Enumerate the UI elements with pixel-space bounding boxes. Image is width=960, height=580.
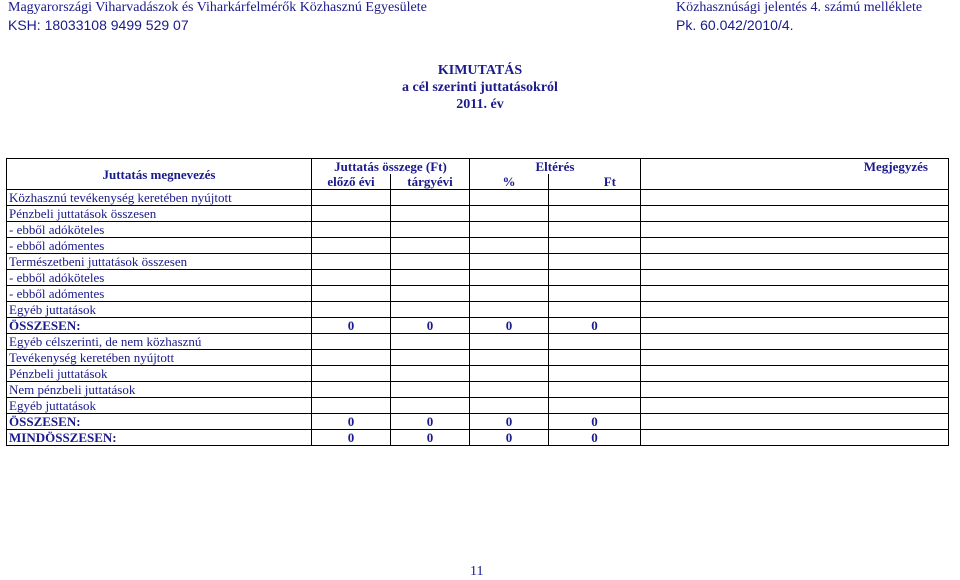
- doc-year: 2011. év: [456, 97, 504, 112]
- row-value: [470, 190, 549, 206]
- row-label: Pénzbeli juttatások: [7, 366, 312, 382]
- row-label: Egyéb célszerinti, de nem közhasznú: [7, 334, 312, 350]
- row-value: [391, 302, 470, 318]
- row-value: [391, 334, 470, 350]
- table-row: [7, 302, 949, 318]
- row-label: - ebből adómentes: [7, 286, 312, 302]
- row-value: [549, 206, 641, 222]
- row-note: [641, 430, 949, 446]
- row-label: ÖSSZESEN:: [7, 414, 312, 430]
- row-value: [470, 366, 549, 382]
- row-value: 0: [549, 430, 641, 446]
- row-value: 0: [391, 414, 470, 430]
- sub-pct-header: %: [470, 174, 549, 190]
- row-note: [641, 270, 949, 286]
- row-note: [641, 206, 949, 222]
- row-label: Természetbeni juttatások összesen: [7, 254, 312, 270]
- col-diff-header: Eltérés: [470, 159, 641, 175]
- row-value: [312, 302, 391, 318]
- row-note: [641, 366, 949, 382]
- row-value: [391, 222, 470, 238]
- row-value: [391, 350, 470, 366]
- sub-ft-header: Ft: [549, 174, 641, 190]
- row-value: [391, 382, 470, 398]
- row-value: [312, 254, 391, 270]
- table-row: [7, 190, 949, 206]
- row-note: [641, 254, 949, 270]
- row-value: [391, 206, 470, 222]
- table-row: [7, 270, 949, 286]
- row-value: [391, 286, 470, 302]
- row-value: [549, 366, 641, 382]
- row-value: [470, 206, 549, 222]
- row-value: [549, 334, 641, 350]
- sub-prev-header: előző évi: [312, 174, 391, 190]
- row-value: [312, 350, 391, 366]
- row-value: 0: [391, 318, 470, 334]
- row-value: [391, 366, 470, 382]
- ksh-number: KSH: 18033108 9499 529 07: [8, 17, 189, 33]
- row-note: [641, 222, 949, 238]
- row-label: Tevékenység keretében nyújtott: [7, 350, 312, 366]
- table-row: [7, 238, 949, 254]
- table-row: [7, 398, 949, 414]
- row-value: [312, 206, 391, 222]
- row-value: [470, 382, 549, 398]
- table-row: [7, 414, 949, 430]
- row-value: [312, 366, 391, 382]
- row-value: 0: [470, 318, 549, 334]
- table-row: [7, 206, 949, 222]
- row-value: [470, 302, 549, 318]
- row-label: Közhasznú tevékenység keretében nyújtott: [7, 190, 312, 206]
- table-row: [7, 366, 949, 382]
- row-value: [312, 398, 391, 414]
- row-label: - ebből adóköteles: [7, 270, 312, 286]
- organization-name: Magyarországi Viharvadászok és Viharkárfelmérők Közhasznú Egyesülete: [8, 0, 427, 15]
- row-value: [312, 382, 391, 398]
- allowances-table: [6, 158, 949, 446]
- row-value: [549, 270, 641, 286]
- table-row: [7, 350, 949, 366]
- row-note: [641, 398, 949, 414]
- row-value: [549, 302, 641, 318]
- row-value: 0: [549, 318, 641, 334]
- row-note: [641, 382, 949, 398]
- table-row: [7, 382, 949, 398]
- row-value: [470, 270, 549, 286]
- row-value: [470, 238, 549, 254]
- row-value: [312, 286, 391, 302]
- row-value: [391, 190, 470, 206]
- row-value: [549, 350, 641, 366]
- row-value: [470, 334, 549, 350]
- table-row: [7, 318, 949, 334]
- row-value: [312, 334, 391, 350]
- row-value: [312, 270, 391, 286]
- row-value: [391, 398, 470, 414]
- row-value: [549, 238, 641, 254]
- row-value: [549, 286, 641, 302]
- doc-title: KIMUTATÁS: [437, 63, 523, 78]
- row-value: 0: [470, 414, 549, 430]
- col-name-header: Juttatás megnevezés: [7, 159, 312, 190]
- row-value: [549, 398, 641, 414]
- row-label: Pénzbeli juttatások összesen: [7, 206, 312, 222]
- row-value: [391, 254, 470, 270]
- row-label: MINDÖSSZESEN:: [7, 430, 312, 446]
- table-row: [7, 254, 949, 270]
- row-value: [549, 222, 641, 238]
- row-note: [641, 286, 949, 302]
- row-value: 0: [391, 430, 470, 446]
- row-value: [470, 286, 549, 302]
- row-label: Nem pénzbeli juttatások: [7, 382, 312, 398]
- row-value: 0: [470, 430, 549, 446]
- row-value: 0: [549, 414, 641, 430]
- row-note: [641, 302, 949, 318]
- row-note: [641, 318, 949, 334]
- row-label: ÖSSZESEN:: [7, 318, 312, 334]
- row-value: [312, 190, 391, 206]
- table-row: [7, 222, 949, 238]
- row-value: [470, 254, 549, 270]
- table-row: [7, 430, 949, 446]
- table-row: [7, 334, 949, 350]
- col-amount-header: Juttatás összege (Ft): [312, 159, 470, 175]
- row-note: [641, 238, 949, 254]
- row-value: [312, 222, 391, 238]
- col-note-header: Megjegyzés: [641, 159, 949, 190]
- page-number: 11: [470, 564, 484, 579]
- row-value: [470, 398, 549, 414]
- row-value: 0: [312, 414, 391, 430]
- table-header-row: [7, 159, 949, 175]
- row-value: [391, 238, 470, 254]
- court-reference: Pk. 60.042/2010/4.: [676, 17, 794, 33]
- row-label: - ebből adómentes: [7, 238, 312, 254]
- row-label: - ebből adóköteles: [7, 222, 312, 238]
- row-label: Egyéb juttatások: [7, 398, 312, 414]
- doc-subtitle: a cél szerinti juttatásokról: [402, 80, 558, 95]
- row-value: [470, 350, 549, 366]
- row-note: [641, 414, 949, 430]
- row-value: [312, 238, 391, 254]
- report-reference: Közhasznúsági jelentés 4. számú melléklete: [676, 0, 923, 15]
- row-value: [470, 222, 549, 238]
- row-value: [549, 254, 641, 270]
- row-note: [641, 190, 949, 206]
- row-value: [391, 270, 470, 286]
- row-value: [549, 382, 641, 398]
- table-row: [7, 286, 949, 302]
- row-note: [641, 334, 949, 350]
- row-label: Egyéb juttatások: [7, 302, 312, 318]
- row-value: [549, 190, 641, 206]
- row-value: 0: [312, 430, 391, 446]
- sub-curr-header: tárgyévi: [391, 174, 470, 190]
- row-note: [641, 350, 949, 366]
- row-value: 0: [312, 318, 391, 334]
